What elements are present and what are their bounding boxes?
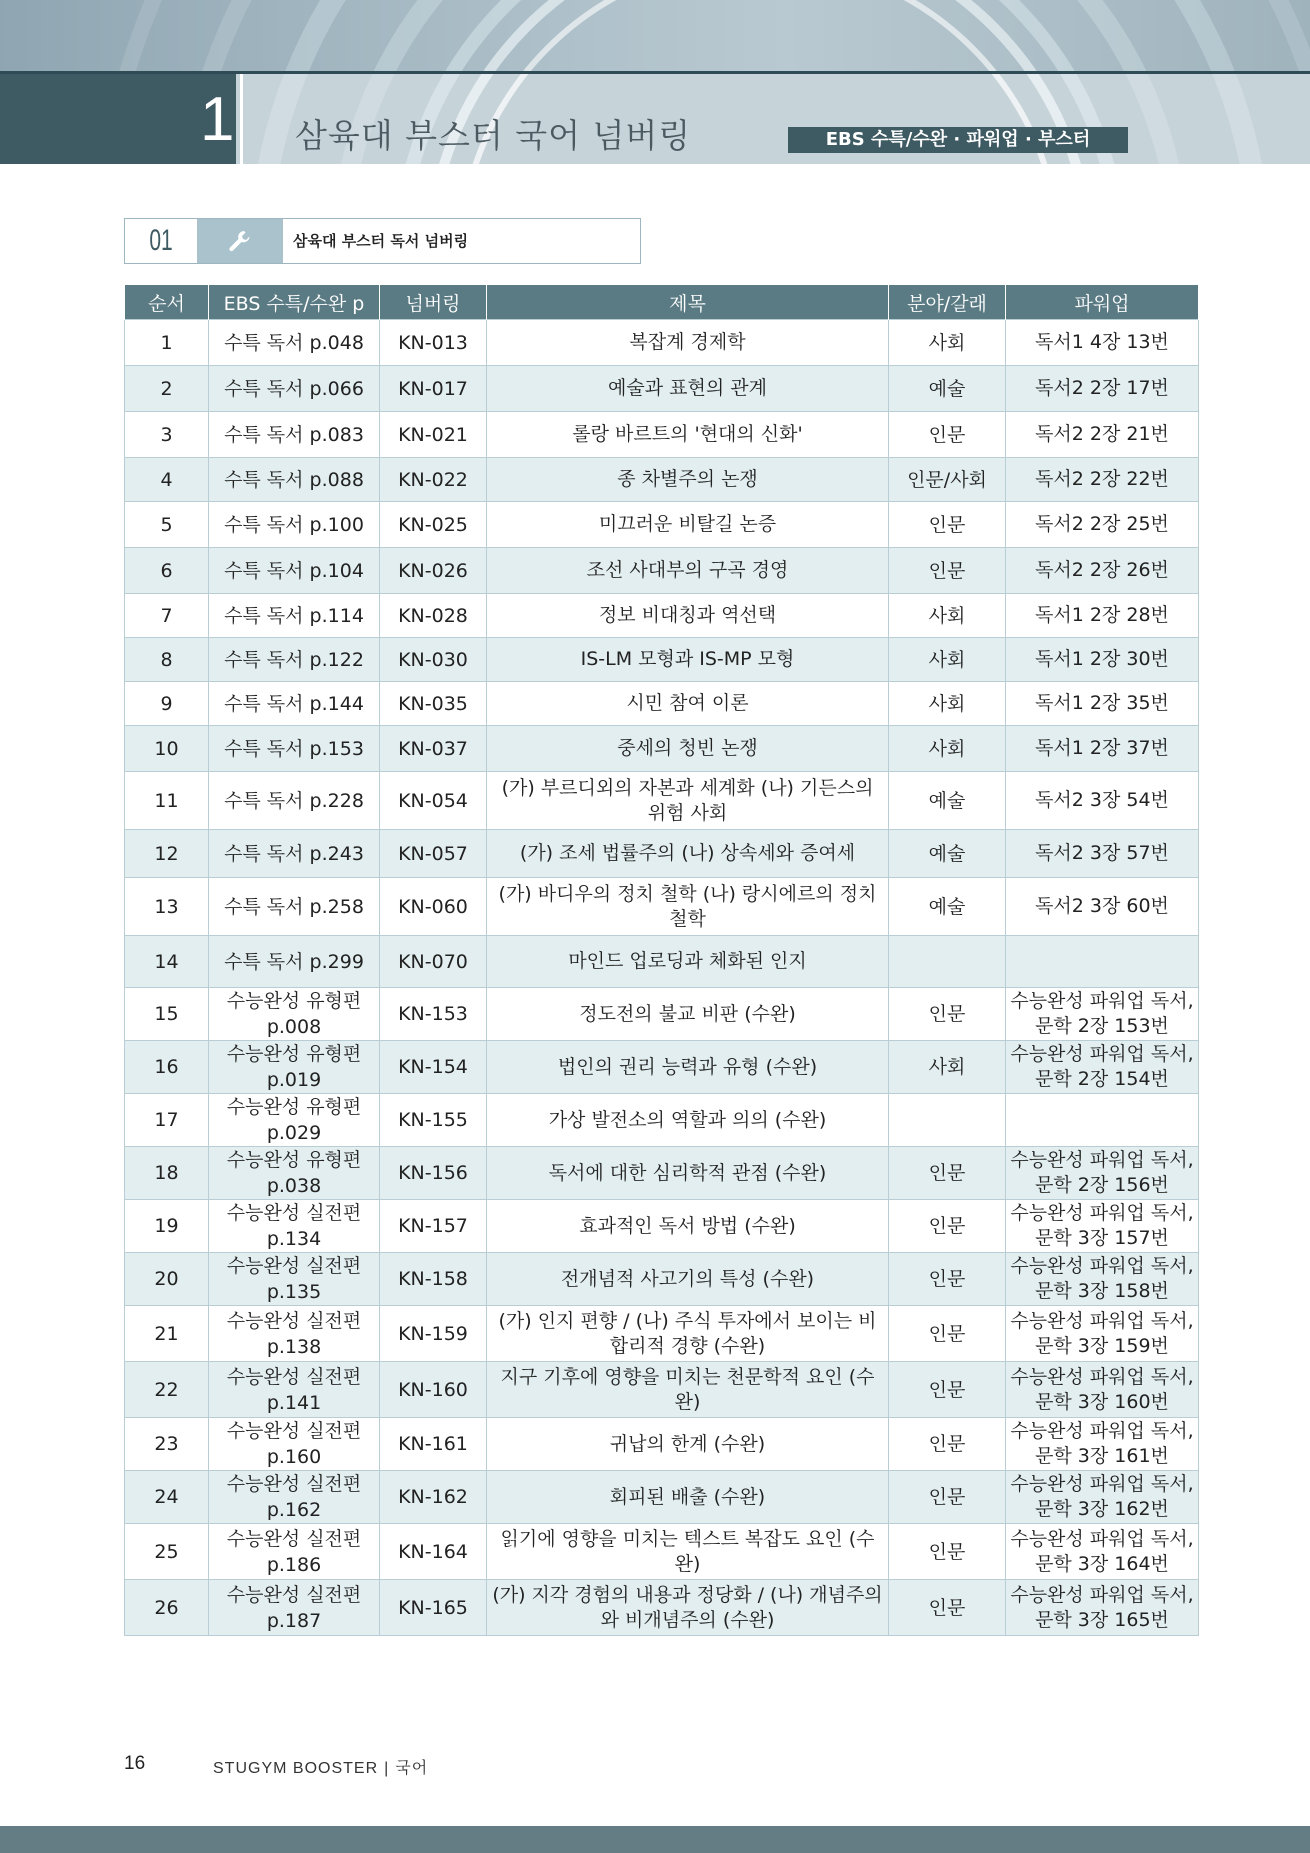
cell-powerup xyxy=(1006,1094,1199,1147)
cell-ebs-page: 수특 독서 p.083 xyxy=(209,412,380,458)
cell-powerup: 독서2 2장 17번 xyxy=(1006,366,1199,412)
cell-order: 5 xyxy=(125,502,209,548)
cell-field: 인문 xyxy=(889,1362,1006,1418)
table-row xyxy=(125,682,1199,726)
cell-powerup: 수능완성 파워업 독서, 문학 2장 154번 xyxy=(1006,1041,1199,1094)
table-row xyxy=(125,1471,1199,1524)
wrench-icon xyxy=(227,228,253,254)
cell-field: 인문 xyxy=(889,1253,1006,1306)
cell-numbering: KN-154 xyxy=(380,1041,487,1094)
footer-subject: 국어 xyxy=(395,1760,429,1777)
cell-ebs-page: 수능완성 실전편 p.187 xyxy=(209,1580,380,1636)
cell-order: 4 xyxy=(125,458,209,502)
table-row xyxy=(125,1094,1199,1147)
cell-powerup xyxy=(1006,936,1199,988)
cell-ebs-page: 수특 독서 p.104 xyxy=(209,548,380,594)
cell-field: 사회 xyxy=(889,638,1006,682)
cell-title: (가) 인지 편향 / (나) 주식 투자에서 보이는 비합리적 경향 (수완) xyxy=(487,1306,889,1362)
cell-powerup: 독서2 2장 26번 xyxy=(1006,548,1199,594)
cell-title: 법인의 권리 능력과 유형 (수완) xyxy=(487,1041,889,1094)
cell-numbering: KN-013 xyxy=(380,320,487,366)
section-title: 삼육대 부스터 독서 넘버링 xyxy=(293,232,469,250)
cell-order: 16 xyxy=(125,1041,209,1094)
cell-ebs-page: 수특 독서 p.066 xyxy=(209,366,380,412)
cell-title: (가) 부르디외의 자본과 세계화 (나) 기든스의 위험 사회 xyxy=(487,772,889,830)
footer-separator: | xyxy=(384,1760,390,1777)
table-row xyxy=(125,1418,1199,1471)
cell-title: (가) 바디우의 정치 철학 (나) 랑시에르의 정치 철학 xyxy=(487,878,889,936)
table-row xyxy=(125,1041,1199,1094)
cell-field: 예술 xyxy=(889,878,1006,936)
table-row xyxy=(125,988,1199,1041)
cell-powerup: 수능완성 파워업 독서, 문학 3장 158번 xyxy=(1006,1253,1199,1306)
cell-order: 17 xyxy=(125,1094,209,1147)
cell-order: 10 xyxy=(125,726,209,772)
cell-ebs-page: 수능완성 유형편 p.008 xyxy=(209,988,380,1041)
cell-field: 인문 xyxy=(889,1580,1006,1636)
numbering-table xyxy=(124,284,1199,1636)
table-row xyxy=(125,1147,1199,1200)
cell-ebs-page: 수능완성 실전편 p.186 xyxy=(209,1524,380,1580)
cell-powerup: 수능완성 파워업 독서, 문학 3장 161번 xyxy=(1006,1418,1199,1471)
cell-title: 회피된 배출 (수완) xyxy=(487,1471,889,1524)
cell-ebs-page: 수특 독서 p.122 xyxy=(209,638,380,682)
table-row xyxy=(125,1253,1199,1306)
footer-book-title xyxy=(213,1755,428,1778)
cell-powerup: 독서2 2장 21번 xyxy=(1006,412,1199,458)
column-header-field: 분야/갈래 xyxy=(889,285,1006,320)
cell-ebs-page: 수특 독서 p.228 xyxy=(209,772,380,830)
footer-band xyxy=(0,1826,1310,1853)
cell-numbering: KN-153 xyxy=(380,988,487,1041)
cell-powerup: 독서1 2장 30번 xyxy=(1006,638,1199,682)
table-row xyxy=(125,412,1199,458)
cell-ebs-page: 수특 독서 p.114 xyxy=(209,594,380,638)
cell-powerup: 독서1 2장 28번 xyxy=(1006,594,1199,638)
cell-numbering: KN-026 xyxy=(380,548,487,594)
cell-numbering: KN-030 xyxy=(380,638,487,682)
chapter-title: 삼육대 부스터 국어 넘버링 xyxy=(295,116,692,155)
cell-numbering: KN-164 xyxy=(380,1524,487,1580)
cell-field: 예술 xyxy=(889,772,1006,830)
cell-powerup: 수능완성 파워업 독서, 문학 3장 165번 xyxy=(1006,1580,1199,1636)
cell-powerup: 수능완성 파워업 독서, 문학 3장 159번 xyxy=(1006,1306,1199,1362)
cell-order: 14 xyxy=(125,936,209,988)
cell-ebs-page: 수특 독서 p.100 xyxy=(209,502,380,548)
page-number: 16 xyxy=(124,1753,146,1774)
footer-book: STUGYM BOOSTER xyxy=(213,1760,379,1777)
cell-title: 중세의 청빈 논쟁 xyxy=(487,726,889,772)
cell-title: 효과적인 독서 방법 (수완) xyxy=(487,1200,889,1253)
table-row xyxy=(125,594,1199,638)
cell-field: 인문 xyxy=(889,1524,1006,1580)
table-row xyxy=(125,638,1199,682)
cell-ebs-page: 수특 독서 p.153 xyxy=(209,726,380,772)
column-header-powerup: 파워업 xyxy=(1006,285,1199,320)
cell-field: 인문 xyxy=(889,502,1006,548)
cell-numbering: KN-021 xyxy=(380,412,487,458)
cell-numbering: KN-017 xyxy=(380,366,487,412)
cell-order: 22 xyxy=(125,1362,209,1418)
cell-numbering: KN-035 xyxy=(380,682,487,726)
table-row xyxy=(125,502,1199,548)
cell-field: 사회 xyxy=(889,682,1006,726)
cell-numbering: KN-060 xyxy=(380,878,487,936)
cell-field: 인문 xyxy=(889,412,1006,458)
cell-numbering: KN-161 xyxy=(380,1418,487,1471)
cell-order: 13 xyxy=(125,878,209,936)
cell-order: 15 xyxy=(125,988,209,1041)
cell-numbering: KN-155 xyxy=(380,1094,487,1147)
cell-title: 독서에 대한 심리학적 관점 (수완) xyxy=(487,1147,889,1200)
cell-field: 인문 xyxy=(889,1306,1006,1362)
column-header-ebs-page: EBS 수특/수완 p xyxy=(209,285,380,320)
cell-order: 6 xyxy=(125,548,209,594)
table-row xyxy=(125,1306,1199,1362)
cell-title: 롤랑 바르트의 '현대의 신화' xyxy=(487,412,889,458)
cell-field xyxy=(889,1094,1006,1147)
table-row xyxy=(125,1362,1199,1418)
cell-field xyxy=(889,936,1006,988)
cell-ebs-page: 수능완성 실전편 p.160 xyxy=(209,1418,380,1471)
cell-numbering: KN-157 xyxy=(380,1200,487,1253)
cell-title: 가상 발전소의 역할과 의의 (수완) xyxy=(487,1094,889,1147)
cell-powerup: 수능완성 파워업 독서, 문학 2장 156번 xyxy=(1006,1147,1199,1200)
table-row xyxy=(125,936,1199,988)
cell-powerup: 독서2 2장 22번 xyxy=(1006,458,1199,502)
cell-ebs-page: 수능완성 유형편 p.029 xyxy=(209,1094,380,1147)
table-row xyxy=(125,548,1199,594)
cell-field: 인문 xyxy=(889,1418,1006,1471)
table-row xyxy=(125,458,1199,502)
table-row xyxy=(125,726,1199,772)
cell-title: 조선 사대부의 구곡 경영 xyxy=(487,548,889,594)
cell-numbering: KN-025 xyxy=(380,502,487,548)
cell-order: 9 xyxy=(125,682,209,726)
cell-ebs-page: 수특 독서 p.048 xyxy=(209,320,380,366)
header-tag: EBS 수특/수완 · 파워업 · 부스터 xyxy=(788,127,1128,153)
table-row xyxy=(125,1580,1199,1636)
cell-title: 전개념적 사고기의 특성 (수완) xyxy=(487,1253,889,1306)
cell-numbering: KN-159 xyxy=(380,1306,487,1362)
cell-ebs-page: 수특 독서 p.144 xyxy=(209,682,380,726)
cell-title: 종 차별주의 논쟁 xyxy=(487,458,889,502)
cell-numbering: KN-158 xyxy=(380,1253,487,1306)
cell-order: 24 xyxy=(125,1471,209,1524)
cell-field: 사회 xyxy=(889,726,1006,772)
cell-ebs-page: 수능완성 실전편 p.135 xyxy=(209,1253,380,1306)
cell-title: 복잡계 경제학 xyxy=(487,320,889,366)
cell-ebs-page: 수능완성 실전편 p.138 xyxy=(209,1306,380,1362)
cell-powerup: 수능완성 파워업 독서, 문학 3장 160번 xyxy=(1006,1362,1199,1418)
cell-ebs-page: 수능완성 유형편 p.019 xyxy=(209,1041,380,1094)
cell-order: 1 xyxy=(125,320,209,366)
cell-title: 읽기에 영향을 미치는 텍스트 복잡도 요인 (수완) xyxy=(487,1524,889,1580)
cell-field: 인문 xyxy=(889,1471,1006,1524)
cell-order: 18 xyxy=(125,1147,209,1200)
cell-numbering: KN-165 xyxy=(380,1580,487,1636)
cell-title: 정보 비대칭과 역선택 xyxy=(487,594,889,638)
cell-powerup: 독서2 2장 25번 xyxy=(1006,502,1199,548)
column-header-title: 제목 xyxy=(487,285,889,320)
cell-field: 사회 xyxy=(889,1041,1006,1094)
cell-title: 미끄러운 비탈길 논증 xyxy=(487,502,889,548)
column-header-numbering: 넘버링 xyxy=(380,285,487,320)
cell-numbering: KN-037 xyxy=(380,726,487,772)
cell-field: 인문 xyxy=(889,548,1006,594)
cell-title: 정도전의 불교 비판 (수완) xyxy=(487,988,889,1041)
cell-powerup: 독서1 4장 13번 xyxy=(1006,320,1199,366)
cell-title: 지구 기후에 영향을 미치는 천문학적 요인 (수완) xyxy=(487,1362,889,1418)
cell-field: 사회 xyxy=(889,594,1006,638)
table-header-row xyxy=(125,285,1199,320)
table-row xyxy=(125,320,1199,366)
cell-numbering: KN-054 xyxy=(380,772,487,830)
cell-powerup: 독서2 3장 54번 xyxy=(1006,772,1199,830)
cell-order: 11 xyxy=(125,772,209,830)
cell-field: 사회 xyxy=(889,320,1006,366)
table-row xyxy=(125,878,1199,936)
cell-ebs-page: 수능완성 실전편 p.141 xyxy=(209,1362,380,1418)
table-row xyxy=(125,366,1199,412)
cell-ebs-page: 수특 독서 p.258 xyxy=(209,878,380,936)
section-number: 01 xyxy=(149,224,173,257)
cell-numbering: KN-070 xyxy=(380,936,487,988)
column-header-order: 순서 xyxy=(125,285,209,320)
chapter-divider xyxy=(240,74,243,164)
table-row xyxy=(125,830,1199,878)
cell-order: 2 xyxy=(125,366,209,412)
cell-ebs-page: 수특 독서 p.243 xyxy=(209,830,380,878)
cell-field: 인문 xyxy=(889,988,1006,1041)
cell-field: 인문/사회 xyxy=(889,458,1006,502)
table-row xyxy=(125,1200,1199,1253)
cell-ebs-page: 수특 독서 p.299 xyxy=(209,936,380,988)
cell-ebs-page: 수특 독서 p.088 xyxy=(209,458,380,502)
cell-title: IS-LM 모형과 IS-MP 모형 xyxy=(487,638,889,682)
cell-ebs-page: 수능완성 실전편 p.134 xyxy=(209,1200,380,1253)
cell-powerup: 독서1 2장 37번 xyxy=(1006,726,1199,772)
table-row xyxy=(125,772,1199,830)
cell-powerup: 수능완성 파워업 독서, 문학 2장 153번 xyxy=(1006,988,1199,1041)
cell-title: (가) 조세 법률주의 (나) 상속세와 증여세 xyxy=(487,830,889,878)
section-label xyxy=(124,218,641,264)
cell-order: 26 xyxy=(125,1580,209,1636)
cell-order: 25 xyxy=(125,1524,209,1580)
cell-numbering: KN-160 xyxy=(380,1362,487,1418)
cell-order: 8 xyxy=(125,638,209,682)
cell-field: 인문 xyxy=(889,1147,1006,1200)
cell-numbering: KN-162 xyxy=(380,1471,487,1524)
cell-powerup: 독서1 2장 35번 xyxy=(1006,682,1199,726)
chapter-number: 1 xyxy=(200,85,235,154)
cell-order: 23 xyxy=(125,1418,209,1471)
cell-powerup: 수능완성 파워업 독서, 문학 3장 157번 xyxy=(1006,1200,1199,1253)
cell-order: 7 xyxy=(125,594,209,638)
cell-numbering: KN-156 xyxy=(380,1147,487,1200)
header-decorative-band xyxy=(0,0,1310,74)
cell-ebs-page: 수능완성 유형편 p.038 xyxy=(209,1147,380,1200)
cell-ebs-page: 수능완성 실전편 p.162 xyxy=(209,1471,380,1524)
cell-order: 20 xyxy=(125,1253,209,1306)
cell-field: 예술 xyxy=(889,366,1006,412)
cell-numbering: KN-057 xyxy=(380,830,487,878)
cell-title: 시민 참여 이론 xyxy=(487,682,889,726)
cell-field: 인문 xyxy=(889,1200,1006,1253)
cell-order: 12 xyxy=(125,830,209,878)
cell-title: 예술과 표현의 관계 xyxy=(487,366,889,412)
cell-order: 19 xyxy=(125,1200,209,1253)
cell-numbering: KN-028 xyxy=(380,594,487,638)
section-icon-box xyxy=(197,219,283,263)
cell-order: 3 xyxy=(125,412,209,458)
cell-powerup: 독서2 3장 60번 xyxy=(1006,878,1199,936)
cell-order: 21 xyxy=(125,1306,209,1362)
cell-field: 예술 xyxy=(889,830,1006,878)
cell-numbering: KN-022 xyxy=(380,458,487,502)
table-row xyxy=(125,1524,1199,1580)
cell-powerup: 수능완성 파워업 독서, 문학 3장 164번 xyxy=(1006,1524,1199,1580)
cell-title: 귀납의 한계 (수완) xyxy=(487,1418,889,1471)
cell-title: 마인드 업로딩과 체화된 인지 xyxy=(487,936,889,988)
cell-powerup: 독서2 3장 57번 xyxy=(1006,830,1199,878)
cell-powerup: 수능완성 파워업 독서, 문학 3장 162번 xyxy=(1006,1471,1199,1524)
cell-title: (가) 지각 경험의 내용과 정당화 / (나) 개념주의와 비개념주의 (수완) xyxy=(487,1580,889,1636)
